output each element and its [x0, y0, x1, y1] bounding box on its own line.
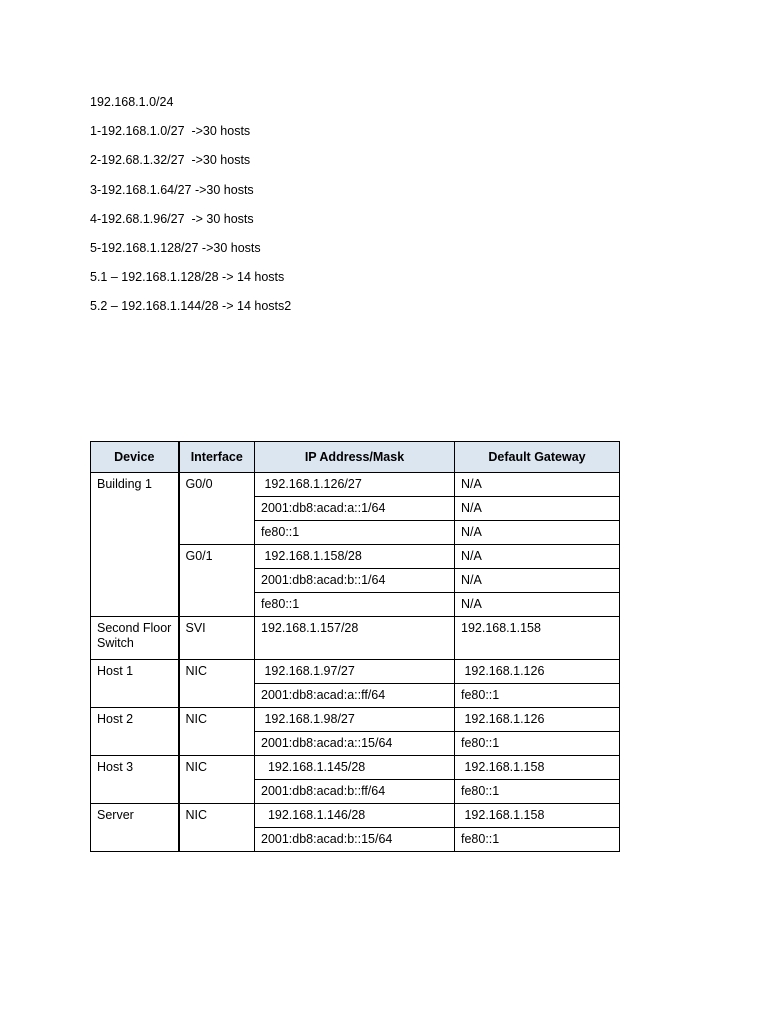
gateway-cell: 192.168.1.158 [455, 756, 620, 780]
device-cell: Building 1 [91, 473, 179, 617]
header-default-gateway: Default Gateway [455, 442, 620, 473]
table-row [91, 473, 620, 497]
gateway-cell: fe80::1 [455, 732, 620, 756]
ip-cell: fe80::1 [255, 593, 455, 617]
addressing-table [90, 441, 620, 852]
gateway-cell: 192.168.1.126 [455, 708, 620, 732]
ip-cell: 192.168.1.126/27 [255, 473, 455, 497]
table-row [91, 708, 620, 732]
table-row [91, 756, 620, 780]
interface-cell: SVI [179, 617, 255, 660]
interface-cell: NIC [179, 804, 255, 852]
ip-cell: 192.168.1.157/28 [255, 617, 455, 660]
interface-cell: G0/0 [179, 473, 255, 545]
note-line: 5.1 – 192.168.1.128/28 -> 14 hosts [90, 270, 285, 285]
ip-cell: 2001:db8:acad:a::1/64 [255, 497, 455, 521]
ip-cell: 192.168.1.145/28 [255, 756, 455, 780]
device-cell: Server [91, 804, 179, 852]
ip-cell: 2001:db8:acad:b::ff/64 [255, 780, 455, 804]
note-line: 192.168.1.0/24 [90, 95, 174, 109]
subnet-notes [90, 94, 291, 328]
device-cell: Host 3 [91, 756, 179, 804]
gateway-cell: 192.168.1.158 [455, 804, 620, 828]
note-line: 2-192.68.1.32/27 ->30 hosts [90, 153, 251, 168]
gateway-cell: fe80::1 [455, 684, 620, 708]
gateway-cell: N/A [455, 569, 620, 593]
header-device: Device [91, 442, 179, 473]
gateway-cell: fe80::1 [455, 780, 620, 804]
device-cell: Host 1 [91, 660, 179, 708]
interface-cell: NIC [179, 756, 255, 804]
table-header-row [91, 442, 620, 473]
ip-cell: 2001:db8:acad:b::1/64 [255, 569, 455, 593]
interface-cell: G0/1 [179, 545, 255, 617]
note-line: 4-192.68.1.96/27 -> 30 hosts [90, 211, 254, 226]
note-line: 3-192.168.1.64/27 ->30 hosts [90, 182, 254, 197]
table-row [91, 804, 620, 828]
gateway-cell: N/A [455, 497, 620, 521]
gateway-cell: N/A [455, 473, 620, 497]
gateway-cell: fe80::1 [455, 828, 620, 852]
table-row [91, 660, 620, 684]
device-cell: Second Floor Switch [91, 617, 179, 660]
gateway-cell: N/A [455, 593, 620, 617]
ip-cell: fe80::1 [255, 521, 455, 545]
table-row [91, 617, 620, 660]
gateway-cell: N/A [455, 545, 620, 569]
ip-cell: 192.168.1.98/27 [255, 708, 455, 732]
header-interface: Interface [179, 442, 255, 473]
ip-cell: 2001:db8:acad:a::15/64 [255, 732, 455, 756]
gateway-cell: 192.168.1.158 [455, 617, 620, 660]
gateway-cell: N/A [455, 521, 620, 545]
ip-cell: 192.168.1.158/28 [255, 545, 455, 569]
header-ip-address: IP Address/Mask [255, 442, 455, 473]
interface-cell: NIC [179, 708, 255, 756]
ip-cell: 2001:db8:acad:a::ff/64 [255, 684, 455, 708]
device-cell: Host 2 [91, 708, 179, 756]
gateway-cell: 192.168.1.126 [455, 660, 620, 684]
ip-cell: 192.168.1.146/28 [255, 804, 455, 828]
ip-cell: 192.168.1.97/27 [255, 660, 455, 684]
ip-cell: 2001:db8:acad:b::15/64 [255, 828, 455, 852]
note-line: 1-192.168.1.0/27 ->30 hosts [90, 124, 251, 139]
note-line: 5.2 – 192.168.1.144/28 -> 14 hosts2 [90, 299, 292, 314]
note-line: 5-192.168.1.128/27 ->30 hosts [90, 240, 261, 255]
interface-cell: NIC [179, 660, 255, 708]
